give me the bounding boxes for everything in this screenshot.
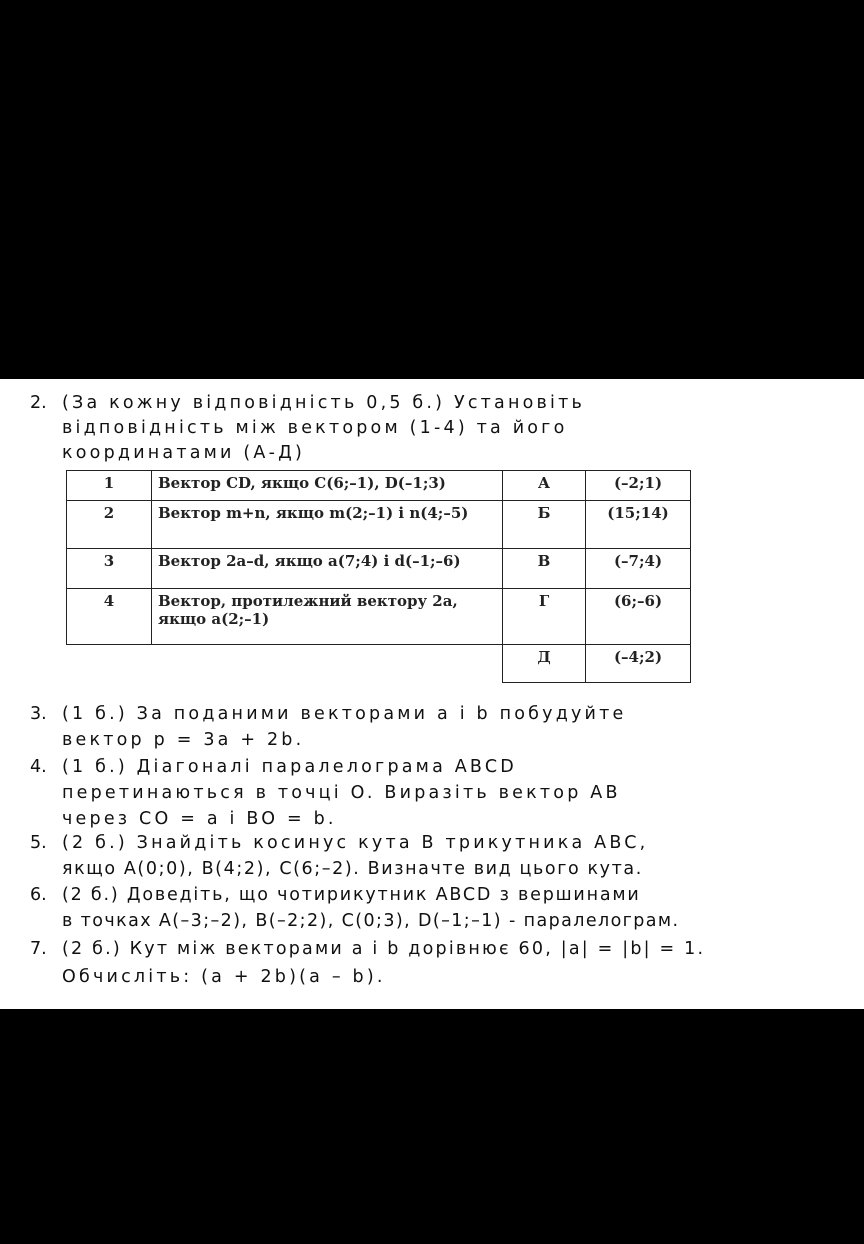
- question-number: 6.: [30, 885, 47, 905]
- answer-coordinates: (–2;1): [586, 471, 691, 501]
- question-text: Обчисліть: (a + 2b)(a – b).: [62, 967, 386, 987]
- row-number: 2: [67, 501, 152, 549]
- answer-letter: Д: [503, 645, 586, 683]
- matching-table: [66, 470, 691, 683]
- question-text: (1 б.) Діагоналі паралелограма ABCD: [62, 757, 517, 777]
- table-row: [67, 549, 691, 589]
- empty-cell: [67, 645, 152, 683]
- vector-description: Вектор 2a–d, якщо a(7;4) і d(–1;–6): [152, 549, 503, 589]
- answer-letter: А: [503, 471, 586, 501]
- question-number: 2.: [30, 393, 47, 413]
- table-row: [67, 501, 691, 549]
- vector-description: Вектор CD, якщо C(6;–1), D(–1;3): [152, 471, 503, 501]
- question-text: (2 б.) Кут між векторами a і b дорівнює 60, |a| = |b| = 1.: [62, 939, 706, 959]
- vector-description: Вектор m+n, якщо m(2;–1) і n(4;–5): [152, 501, 503, 549]
- answer-letter: Б: [503, 501, 586, 549]
- question-text: (2 б.) Знайдіть косинус кута B трикутника ABC,: [62, 833, 649, 853]
- question-text: вектор p = 3a + 2b.: [62, 730, 305, 750]
- question-text: відповідність між вектором (1-4) та його: [62, 418, 568, 438]
- row-number: 3: [67, 549, 152, 589]
- question-text: координатами (А-Д): [62, 443, 305, 463]
- question-text: перетинаються в точці O. Виразіть вектор AB: [62, 783, 621, 803]
- table-row: [67, 471, 691, 501]
- answer-coordinates: (–4;2): [586, 645, 691, 683]
- table-row: [67, 589, 691, 645]
- answer-letter: Г: [503, 589, 586, 645]
- question-text: якщо A(0;0), B(4;2), C(6;–2). Визначте вид цього кута.: [62, 859, 643, 879]
- question-text: (2 б.) Доведіть, що чотирикутник ABCD з вершинами: [62, 885, 641, 905]
- answer-letter: В: [503, 549, 586, 589]
- question-number: 4.: [30, 757, 47, 777]
- question-text: через CO = a і BO = b.: [62, 809, 337, 829]
- empty-cell: [152, 645, 503, 683]
- worksheet-page: [0, 379, 864, 1009]
- question-number: 7.: [30, 939, 47, 959]
- answer-coordinates: (–7;4): [586, 549, 691, 589]
- question-text: (1 б.) За поданими векторами a і b побудуйте: [62, 704, 627, 724]
- question-number: 5.: [30, 833, 47, 853]
- vector-description: Вектор, протилежний вектору 2a, якщо a(2;–1): [152, 589, 503, 645]
- table-row: [67, 645, 691, 683]
- question-number: 3.: [30, 704, 47, 724]
- row-number: 4: [67, 589, 152, 645]
- row-number: 1: [67, 471, 152, 501]
- question-text: в точках A(–3;–2), B(–2;2), C(0;3), D(–1;–1) - паралелограм.: [62, 911, 680, 931]
- answer-coordinates: (15;14): [586, 501, 691, 549]
- answer-coordinates: (6;–6): [586, 589, 691, 645]
- question-text: (За кожну відповідність 0,5 б.) Установіть: [62, 393, 586, 413]
